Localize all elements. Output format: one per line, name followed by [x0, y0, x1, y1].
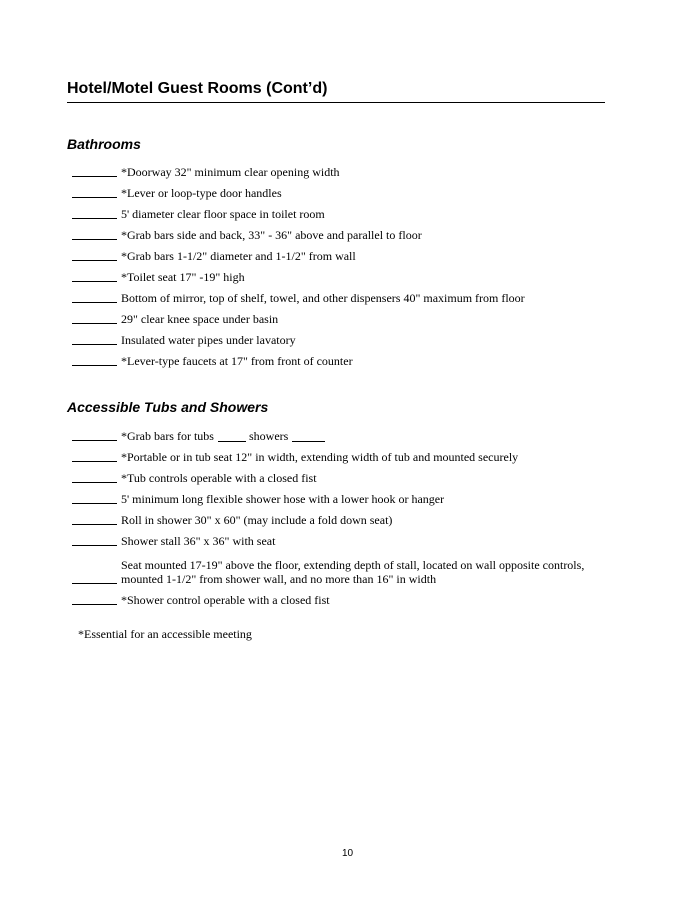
check-blank[interactable] [72, 344, 117, 345]
check-blank[interactable] [72, 440, 117, 441]
check-blank[interactable] [72, 524, 117, 525]
section-heading-tubs-showers: Accessible Tubs and Showers [67, 399, 269, 415]
checklist-item-text: *Portable or in tub seat 12" in width, extending width of tub and mounted securely [121, 450, 519, 464]
check-blank[interactable] [72, 365, 117, 366]
checklist-item-text: 5' minimum long flexible shower hose with a lower hook or hanger [121, 492, 445, 506]
checklist-item-text: Roll in shower 30" x 60" (may include a fold down seat) [121, 513, 393, 527]
checklist-item-text: Shower stall 36" x 36" with seat [121, 534, 276, 548]
check-blank[interactable] [72, 239, 117, 240]
checklist-item-text: *Lever-type faucets at 17" from front of counter [121, 354, 353, 368]
checklist-item-text: *Grab bars 1-1/2" diameter and 1-1/2" from wall [121, 249, 356, 263]
checklist-item [72, 527, 591, 548]
check-blank[interactable] [72, 461, 117, 462]
checklist-item [72, 158, 525, 179]
checklist-item [72, 586, 591, 607]
checklist-item [72, 464, 591, 485]
checklist-item [72, 506, 591, 527]
check-blank[interactable] [72, 583, 117, 584]
showers-blank[interactable] [292, 441, 325, 442]
checklist-item-grab-bars [72, 422, 591, 443]
footnote: *Essential for an accessible meeting [78, 627, 252, 641]
bathrooms-checklist [72, 158, 525, 368]
checklist-item-text: *Tub controls operable with a closed fist [121, 471, 317, 485]
check-blank[interactable] [72, 302, 117, 303]
section-heading-bathrooms: Bathrooms [67, 136, 141, 152]
check-blank[interactable] [72, 503, 117, 504]
grab-bars-showers-label: showers [248, 429, 289, 443]
checklist-item-text: 5' diameter clear floor space in toilet room [121, 207, 325, 221]
checklist-item [72, 485, 591, 506]
checklist-item-text: *Shower control operable with a closed fist [121, 593, 330, 607]
tubs-showers-checklist [72, 422, 591, 607]
page-number: 10 [341, 848, 354, 859]
check-blank[interactable] [72, 545, 117, 546]
check-blank[interactable] [72, 197, 117, 198]
check-blank[interactable] [72, 176, 117, 177]
checklist-item-text: *Grab bars side and back, 33" - 36" above and parallel to floor [121, 228, 422, 242]
checklist-item [72, 305, 525, 326]
grab-bars-tubs-label: *Grab bars for tubs [121, 429, 214, 443]
checklist-item-text: *Doorway 32" minimum clear opening width [121, 165, 340, 179]
checklist-item [72, 242, 525, 263]
checklist-item [72, 179, 525, 200]
checklist-item [72, 263, 525, 284]
check-blank[interactable] [72, 260, 117, 261]
checklist-item-text: 29" clear knee space under basin [121, 312, 279, 326]
check-blank[interactable] [72, 604, 117, 605]
checklist-item [72, 443, 591, 464]
page-title: Hotel/Motel Guest Rooms (Cont’d) [67, 80, 328, 97]
checklist-item-text: *Lever or loop-type door handles [121, 186, 282, 200]
checklist-item-text: *Toilet seat 17" -19" high [121, 270, 245, 284]
tubs-blank[interactable] [218, 441, 246, 442]
checklist-item [72, 284, 525, 305]
checklist-item [72, 200, 525, 221]
checklist-item [72, 347, 525, 368]
title-rule [67, 102, 605, 103]
checklist-item-text: Seat mounted 17-19" above the floor, extending depth of stall, located on wall opposite controls, mounted 1-1/2" from shower wall, and no more than 16" in width [121, 558, 585, 586]
checklist-item-text: Bottom of mirror, top of shelf, towel, and other dispensers 40" maximum from floor [121, 291, 525, 305]
check-blank[interactable] [72, 218, 117, 219]
checklist-item [72, 326, 525, 347]
check-blank[interactable] [72, 482, 117, 483]
checklist-item-text: Insulated water pipes under lavatory [121, 333, 296, 347]
check-blank[interactable] [72, 323, 117, 324]
checklist-item [72, 548, 591, 586]
check-blank[interactable] [72, 281, 117, 282]
checklist-item [72, 221, 525, 242]
